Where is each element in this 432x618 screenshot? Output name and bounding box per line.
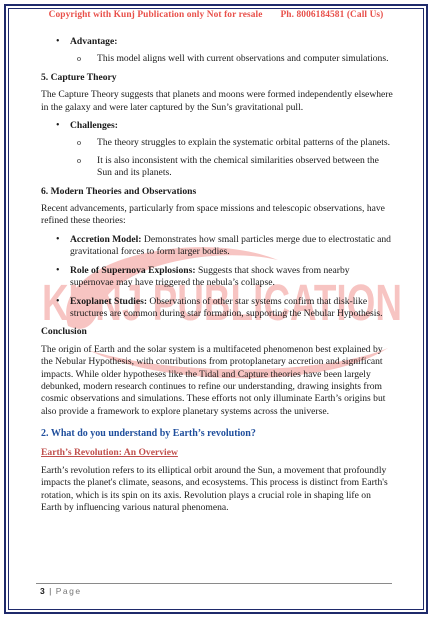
- advantage-label: Advantage:: [70, 36, 118, 47]
- page-label: Page: [55, 586, 82, 596]
- conclusion-heading: Conclusion: [41, 326, 87, 338]
- challenges-list: [41, 120, 393, 180]
- revolution-paragraph: Earth’s revolution refers to its elliptical orbit around the Sun, a movement that profoundly impacts the planet's climate, seasons, and ecosystems. This process is distinct from Earth's rotation, which is its spin on its axis. Revolution plays a crucial role in shaping life on Earth by influencing various natural phenomena.: [41, 464, 388, 514]
- section-subheading: Earth’s Revolution: An Overview: [41, 446, 178, 458]
- footer-divider: [36, 583, 392, 584]
- exoplanet-term: Exoplanet Studies:: [70, 295, 148, 307]
- list-item: o The theory struggles to explain the systematic orbital patterns of the planets.: [70, 137, 393, 149]
- capture-heading: 5. Capture Theory: [41, 71, 117, 83]
- capture-paragraph: The Capture Theory suggests that planets and moons were formed independently elsewhere in the galaxy and were later captured by the Sun’s gravitational pull.: [41, 89, 393, 113]
- page-content: [41, 36, 393, 521]
- supernova-text: Suggests that shock waves from nearby supernovae may have triggered the nebula’s collapse.: [70, 264, 350, 289]
- list-item: [41, 265, 393, 290]
- modern-list: [41, 234, 393, 320]
- list-item: [41, 234, 393, 259]
- conclusion-paragraph: The origin of Earth and the solar system is a multifaceted phenomenon best explained by the Nebular Hypothesis, with contributions from protoplanetary accretion and significant impacts. While older hypotheses like the Tidal and Capture theories have been largely debunked, modern research continues to refine our understanding, drawing insights from cosmic observations and simulations. These efforts not only illuminate Earth’s origins but also provide a framework to explore planetary systems across the universe.: [41, 343, 386, 417]
- advantage-list: [41, 36, 393, 66]
- advantage-sublist: [70, 53, 393, 65]
- challenges-sublist: [70, 137, 393, 179]
- advantage-item: [41, 36, 393, 66]
- exoplanet-text: Observations of other star systems confirm that disk-like structures are common during star formation, supporting the Nebular Hypothesis.: [70, 295, 383, 319]
- challenges-item: [41, 120, 393, 180]
- page-footer: [40, 586, 82, 596]
- modern-intro: Recent advancements, particularly from space missions and telescopic observations, have refined these theories:: [41, 203, 385, 227]
- watermark-text: KUNJ PUBLICATION: [42, 274, 402, 331]
- page-number: 3: [40, 586, 45, 596]
- accretion-term: Accretion Model:: [70, 233, 142, 245]
- list-item: o This model aligns well with current observations and computer simulations.: [70, 53, 393, 65]
- phone-number: Ph. 8006184581 (Call Us): [280, 10, 384, 20]
- challenges-label: Challenges:: [70, 120, 118, 132]
- question-heading: 2. What do you understand by Earth’s revolution?: [41, 428, 256, 440]
- page-header: [0, 10, 432, 20]
- footer-separator: |: [49, 586, 52, 596]
- list-item: o It is also inconsistent with the chemical similarities observed between the Sun and its planets.: [70, 155, 393, 180]
- modern-heading: 6. Modern Theories and Observations: [41, 185, 197, 197]
- list-item: [41, 296, 393, 321]
- supernova-term: Role of Supernova Explosions:: [70, 264, 196, 276]
- copyright-notice: Copyright with Kunj Publication only Not for resale: [48, 10, 263, 20]
- accretion-text: Demonstrates how small particles merge due to electrostatic and gravitational forces to form larger bodies.: [70, 233, 391, 258]
